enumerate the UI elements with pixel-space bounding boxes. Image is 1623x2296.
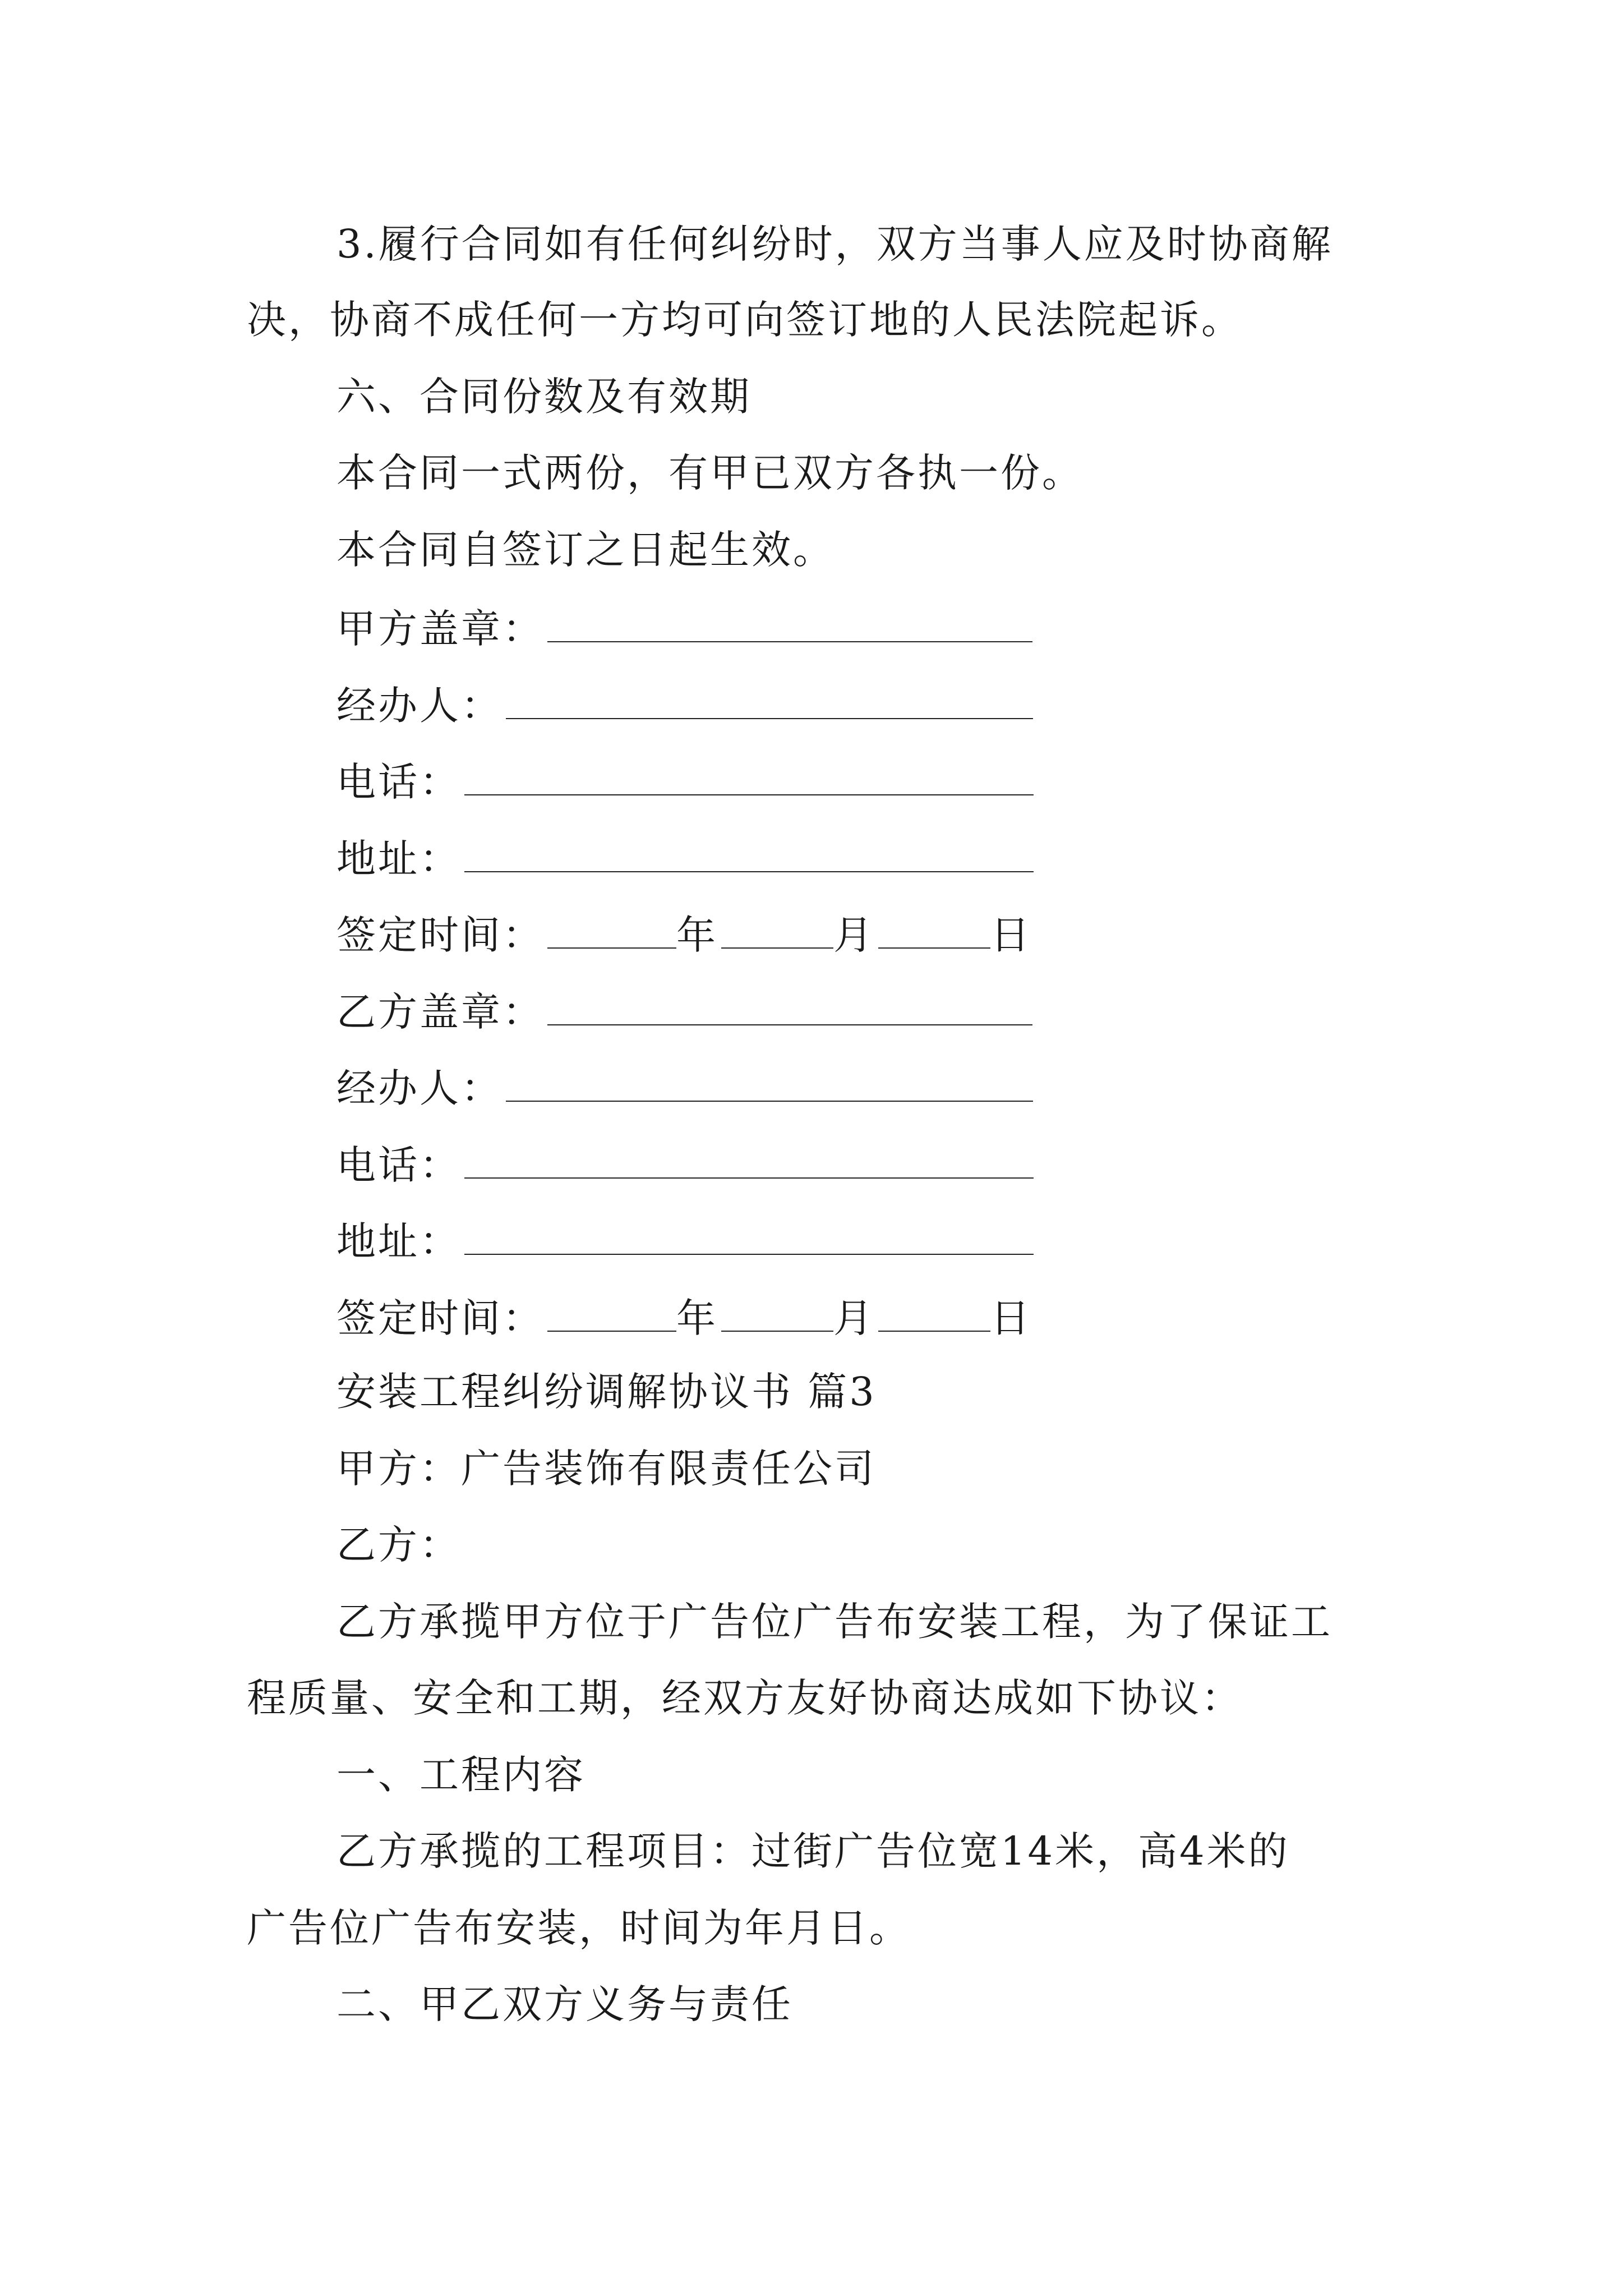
clause-3-line-1: 3.履行合同如有任何纠纷时，双方当事人应及时协商解: [336, 221, 1333, 267]
section-title: 安装工程纠纷调解协议书 篇3: [336, 1369, 877, 1415]
party-b-day-blank[interactable]: [878, 1296, 990, 1332]
party-a-agent-blank[interactable]: [506, 683, 1033, 719]
party-b-seal-row: [336, 989, 1032, 1035]
party-b-address-blank[interactable]: [464, 1219, 1034, 1255]
party-b-date-label: 签定时间：: [336, 1295, 544, 1341]
clause-3-line-2: 决，协商不成任何一方均可向签订地的人民法院起诉。: [247, 297, 1243, 343]
party-b-address-label: 地址：: [336, 1218, 461, 1264]
intro-line-2: 程质量、安全和工期，经双方友好协商达成如下协议：: [247, 1675, 1243, 1721]
party-a-address-label: 地址：: [336, 836, 461, 882]
copies-text: 本合同一式两份，有甲已双方各执一份。: [336, 450, 1083, 496]
party-a-address-blank[interactable]: [464, 836, 1034, 872]
party-a-name: 甲方：广告装饰有限责任公司: [336, 1446, 876, 1492]
day-label: 日: [990, 912, 1032, 958]
year-label: 年: [676, 912, 718, 958]
year-label: 年: [676, 1295, 718, 1341]
party-a-seal-label: 甲方盖章：: [336, 606, 544, 652]
effective-text: 本合同自签订之日起生效。: [336, 527, 834, 573]
party-a-date-row: [336, 912, 1032, 958]
party-a-agent-row: [336, 683, 1033, 729]
party-b-phone-row: [336, 1142, 1034, 1188]
party-a-month-blank[interactable]: [721, 913, 833, 949]
party-a-seal-blank[interactable]: [547, 606, 1032, 642]
section-1-heading: 一、工程内容: [336, 1752, 585, 1798]
section-2-heading: 二、甲乙双方义务与责任: [336, 1981, 793, 2027]
party-b-address-row: [336, 1218, 1034, 1264]
party-b-phone-blank[interactable]: [464, 1143, 1034, 1179]
project-line-1: 乙方承揽的工程项目：过街广告位宽14米，高4米的: [336, 1828, 1290, 1874]
project-line-2: 广告位广告布安装，时间为年月日。: [247, 1905, 911, 1951]
party-b-seal-blank[interactable]: [547, 990, 1032, 1025]
party-a-date-label: 签定时间：: [336, 912, 544, 958]
month-label: 月: [833, 912, 875, 958]
month-label: 月: [833, 1295, 875, 1341]
party-b-agent-row: [336, 1065, 1033, 1111]
party-a-seal-row: [336, 606, 1032, 652]
party-a-phone-label: 电话：: [336, 759, 461, 805]
party-a-year-blank[interactable]: [547, 913, 676, 949]
party-b-year-blank[interactable]: [547, 1296, 676, 1332]
party-b-seal-label: 乙方盖章：: [336, 989, 544, 1035]
party-a-phone-blank[interactable]: [464, 760, 1034, 795]
party-a-agent-label: 经办人：: [336, 683, 502, 729]
party-b-date-row: [336, 1295, 1032, 1341]
party-a-address-row: [336, 836, 1034, 882]
party-b-name: 乙方：: [336, 1522, 461, 1568]
party-b-month-blank[interactable]: [721, 1296, 833, 1332]
section-6-heading: 六、合同份数及有效期: [336, 374, 751, 420]
intro-line-1: 乙方承揽甲方位于广告位广告布安装工程，为了保证工: [336, 1599, 1332, 1645]
party-b-phone-label: 电话：: [336, 1142, 461, 1188]
party-a-phone-row: [336, 759, 1034, 805]
party-b-agent-blank[interactable]: [506, 1066, 1033, 1102]
party-a-day-blank[interactable]: [878, 913, 990, 949]
day-label: 日: [990, 1295, 1032, 1341]
party-b-agent-label: 经办人：: [336, 1065, 502, 1111]
